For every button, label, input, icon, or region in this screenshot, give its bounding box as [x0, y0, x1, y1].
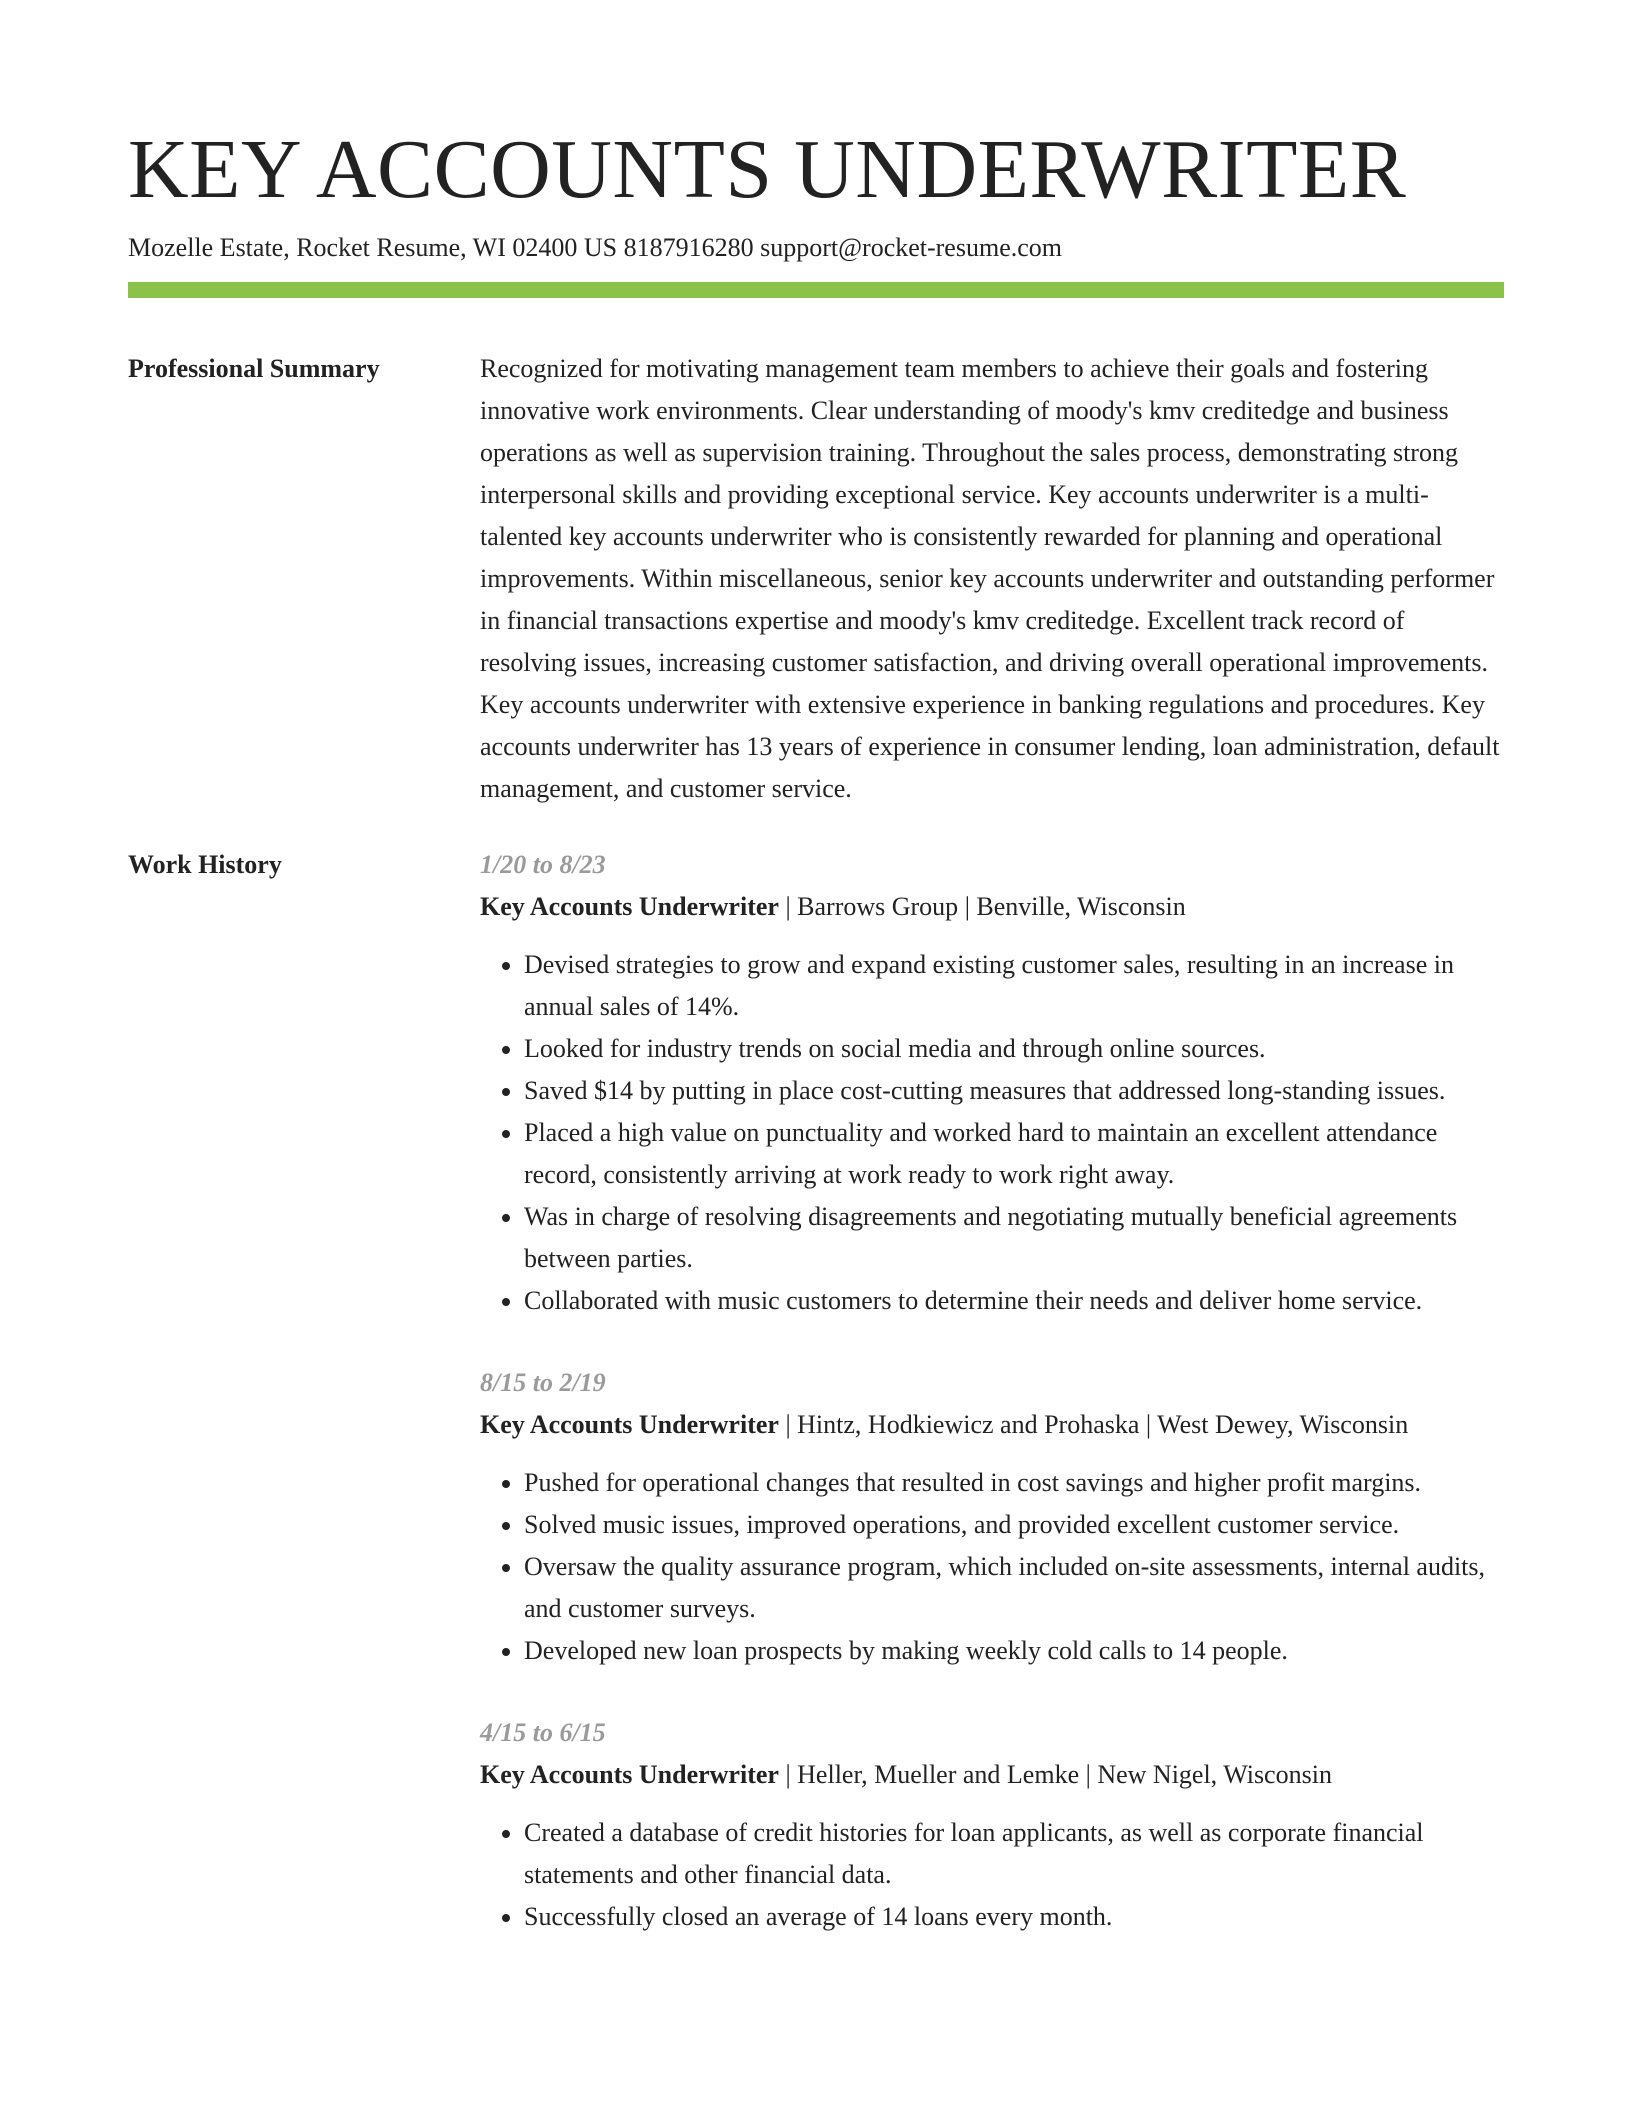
- list-item: • Developed new loan prospects by making weekly cold calls to 14 people.: [524, 1630, 1504, 1672]
- job-dates: 4/15 to 6/15: [480, 1718, 606, 1747]
- job-location: New Nigel, Wisconsin: [1097, 1760, 1332, 1789]
- job-company: Hintz, Hodkiewicz and Prohaska: [797, 1410, 1140, 1439]
- list-item: • Solved music issues, improved operations, and provided excellent customer service.: [524, 1504, 1504, 1546]
- jobs-list: [480, 844, 1504, 1978]
- job-dates: 8/15 to 2/19: [480, 1368, 606, 1397]
- job-heading: [480, 1754, 1504, 1796]
- resume-title: KEY ACCOUNTS UNDERWRITER: [128, 123, 1407, 216]
- job-separator: |: [778, 892, 798, 921]
- job-location: Benville, Wisconsin: [976, 892, 1186, 921]
- resume-page: [128, 120, 1504, 1978]
- job-company: Heller, Mueller and Lemke: [797, 1760, 1080, 1789]
- job-bullets: [480, 1462, 1504, 1672]
- list-item: • Pushed for operational changes that resulted in cost savings and higher profit margins.: [524, 1462, 1504, 1504]
- list-item: • Was in charge of resolving disagreements and negotiating mutually beneficial agreements between parties.: [524, 1196, 1504, 1280]
- section-label-work-history: Work History: [128, 850, 282, 879]
- list-item: • Successfully closed an average of 14 loans every month.: [524, 1896, 1504, 1938]
- job-company: Barrows Group: [797, 892, 959, 921]
- summary-text: Recognized for motivating management team members to achieve their goals and fostering innovative work environments. Clear understanding of moody's kmv creditedge and business operations as well as supervision training. Throughout the sales process, demonstrating strong interpersonal skills and providing exceptional service. Key accounts underwriter is a multi-talented key accounts underwriter who is consistently rewarded for planning and operational improvements. Within miscellaneous, senior key accounts underwriter and outstanding performer in financial transactions expertise and moody's kmv creditedge. Excellent track record of resolving issues, increasing customer satisfaction, and driving overall operational improvements. Key accounts underwriter with extensive experience in banking regulations and procedures. Key accounts underwriter has 13 years of experience in consumer lending, loan administration, default management, and customer service.: [480, 354, 1500, 803]
- list-item: • Placed a high value on punctuality and worked hard to maintain an excellent attendance record, consistently arriving at work ready to work right away.: [524, 1112, 1504, 1196]
- job-entry: [480, 1712, 1504, 1938]
- list-item: • Saved $14 by putting in place cost-cutting measures that addressed long-standing issues.: [524, 1070, 1504, 1112]
- section-label-summary: Professional Summary: [128, 354, 380, 383]
- job-role: Key Accounts Underwriter: [480, 892, 779, 921]
- job-heading: [480, 886, 1504, 928]
- list-item: • Devised strategies to grow and expand existing customer sales, resulting in an increase in annual sales of 14%.: [524, 944, 1504, 1028]
- list-item: • Looked for industry trends on social media and through online sources.: [524, 1028, 1504, 1070]
- job-location: West Dewey, Wisconsin: [1157, 1410, 1409, 1439]
- job-bullets: [480, 1812, 1504, 1938]
- accent-divider: [128, 282, 1504, 298]
- job-separator: |: [778, 1760, 798, 1789]
- professional-summary-section: [128, 348, 1504, 810]
- job-separator: |: [958, 892, 977, 921]
- job-role: Key Accounts Underwriter: [480, 1760, 779, 1789]
- contact-line: Mozelle Estate, Rocket Resume, WI 02400 US 8187916280 support@rocket-resume.com: [128, 233, 1062, 262]
- job-role: Key Accounts Underwriter: [480, 1410, 779, 1439]
- job-separator: |: [1079, 1760, 1098, 1789]
- job-separator: |: [1139, 1410, 1158, 1439]
- job-bullets: [480, 944, 1504, 1322]
- work-history-section: [128, 844, 1504, 1978]
- list-item: • Oversaw the quality assurance program, which included on-site assessments, internal audits, and customer surveys.: [524, 1546, 1504, 1630]
- job-dates: 1/20 to 8/23: [480, 850, 606, 879]
- job-heading: [480, 1404, 1504, 1446]
- list-item: • Created a database of credit histories for loan applicants, as well as corporate financial statements and other financial data.: [524, 1812, 1504, 1896]
- job-entry: [480, 844, 1504, 1322]
- job-entry: [480, 1362, 1504, 1672]
- list-item: • Collaborated with music customers to determine their needs and deliver home service.: [524, 1280, 1504, 1322]
- job-separator: |: [778, 1410, 798, 1439]
